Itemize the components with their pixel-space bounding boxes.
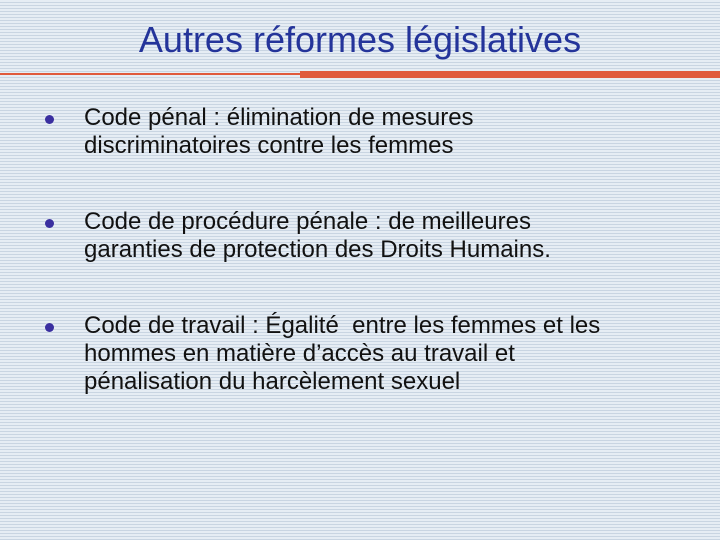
title-underline-thin (0, 73, 300, 75)
bullet-dot-icon (45, 219, 54, 228)
bullet-item-code-travail (0, 312, 720, 396)
title-underline-thick (300, 71, 720, 78)
bullet-text-line: garanties de protection des Droits Humains. (84, 236, 551, 263)
bullet-text-line: Code de travail : Égalité entre les femmes et les (84, 312, 601, 339)
bullet-text-line: Code pénal : élimination de mesures (84, 104, 474, 131)
bullet-text-line: pénalisation du harcèlement sexuel (84, 368, 461, 395)
slide-title: Autres réformes législatives (138, 19, 582, 60)
bullet-text-line: Code de procédure pénale : de meilleures (84, 208, 531, 235)
bullet-item-code-penal (0, 104, 720, 160)
bullet-list (0, 104, 720, 396)
bullet-text-line: hommes en matière d’accès au travail et (84, 340, 515, 367)
bullet-item-code-procedure-penale (0, 208, 720, 264)
bullet-text-line: discriminatoires contre les femmes (84, 132, 454, 159)
bullet-dot-icon (45, 323, 54, 332)
bullet-dot-icon (45, 115, 54, 124)
